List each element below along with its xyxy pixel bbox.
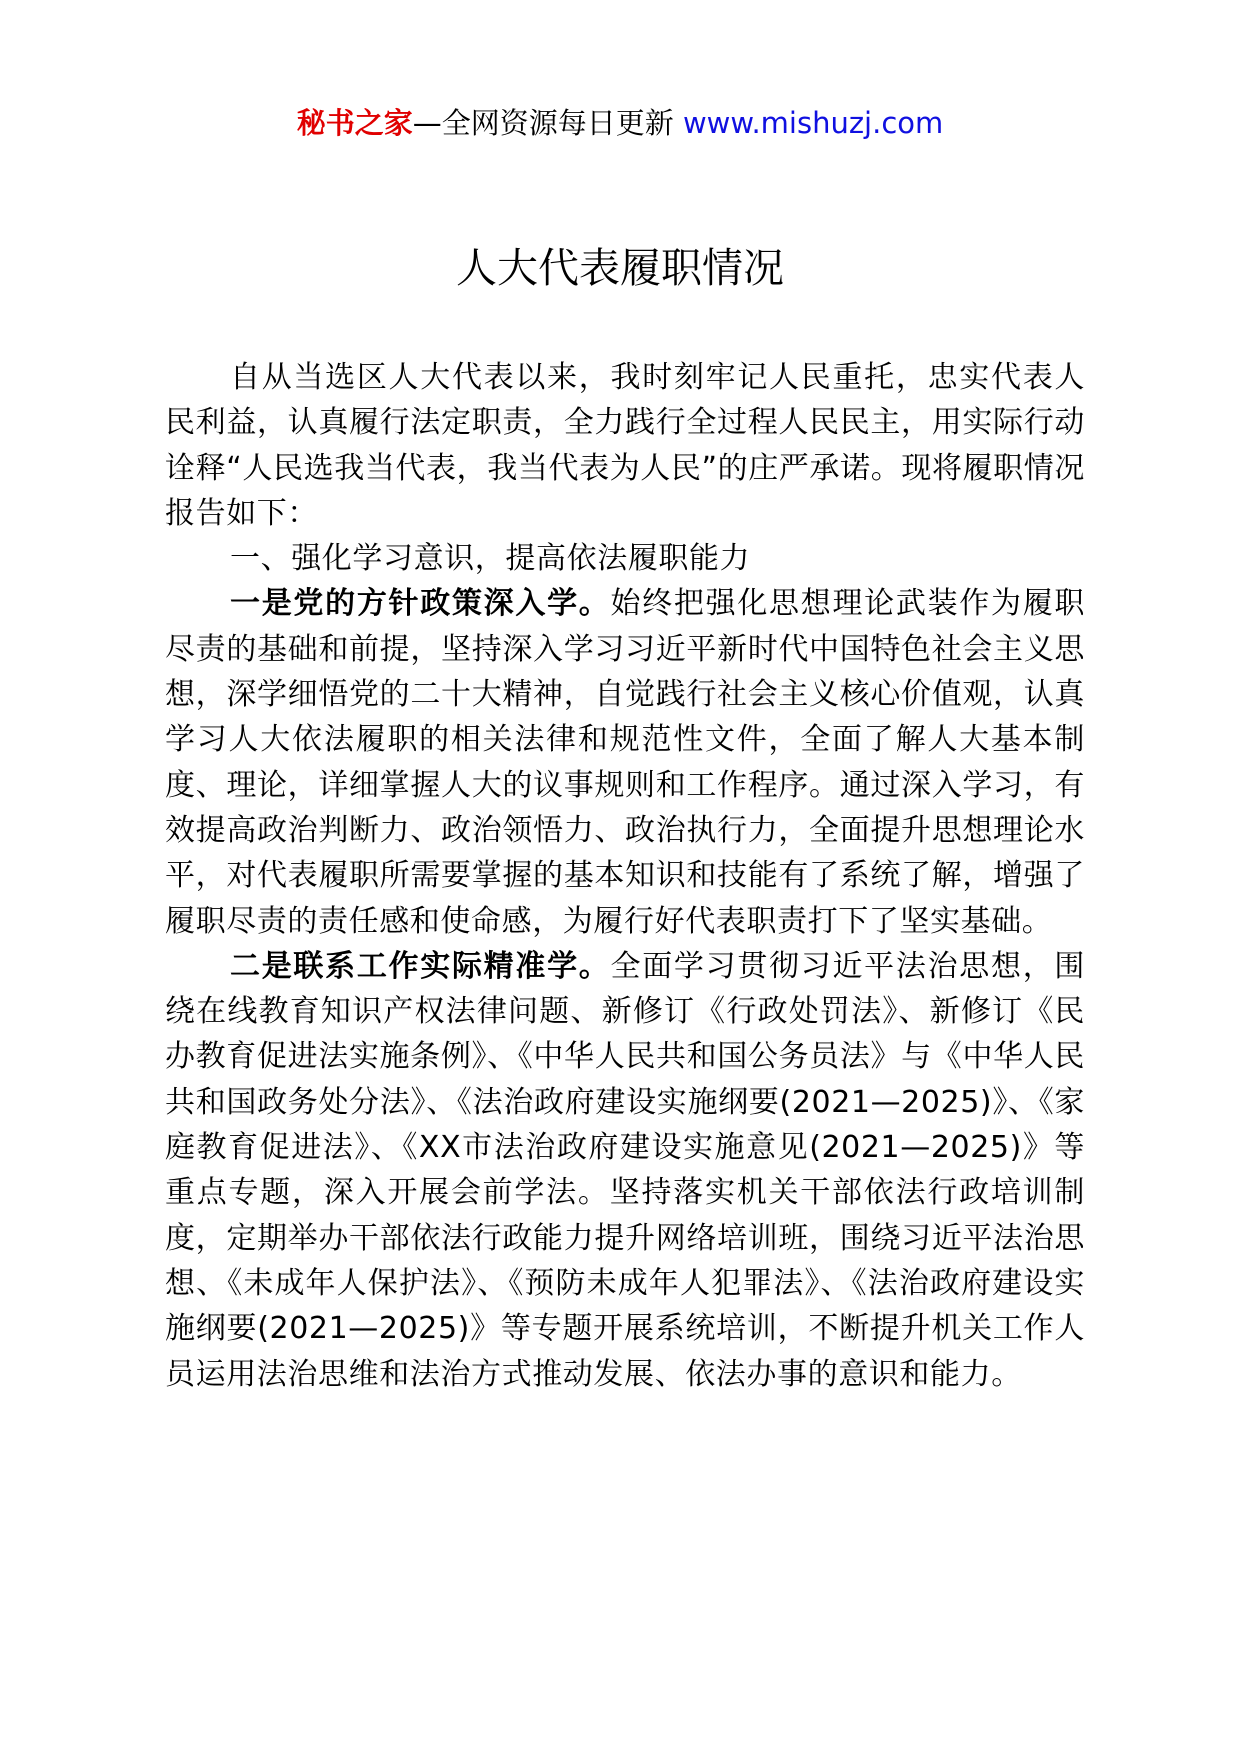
section-heading-text: 一、强化学习意识，提高依法履职能力 bbox=[230, 541, 751, 577]
document-body bbox=[165, 355, 1085, 1397]
header-tagline: —全网资源每日更新 bbox=[412, 106, 674, 140]
paragraph-text: 全面学习贯彻习近平法治思想，围绕在线教育知识产权法律问题、新修订《行政处罚法》、新修订《民办教育促进法实施条例》、《中华人民共和国公务员法》与《中华人民共和国政务处分法》、《法治政府建设实施纲要(2021—2025)》、《家庭教育促进法》、《XX市法治政府建设实施意见(2021—2025)》等重点专题，深入开展会前学法。坚持落实机关干部依法行政培训制度，定期举办干部依法行政能力提升网络培训班，围绕习近平法治思想、《未成年人保护法》、《预防未成年人犯罪法》、《法治政府建设实施纲要(2021—2025)》等专题开展系统培训，不断提升机关工作人员运用法治思维和法治方式推动发展、依法办事的意识和能力。 bbox=[165, 948, 1086, 1392]
section-heading bbox=[165, 536, 1085, 581]
paragraph-text: 自从当选区人大代表以来，我时刻牢记人民重托，忠实代表人民利益，认真履行法定职责，全力践行全过程人民民主，用实际行动诠释“人民选我当代表，我当代表为人民”的庄严承诺。现将履职情况报告如下： bbox=[165, 360, 1085, 531]
intro-paragraph bbox=[165, 355, 1085, 536]
brand-name: 秘书之家 bbox=[296, 106, 413, 140]
paragraph-text: 始终把强化思想理论武装作为履职尽责的基础和前提，坚持深入学习习近平新时代中国特色社会主义思想，深学细悟党的二十大精神，自觉践行社会主义核心价值观，认真学习人大依法履职的相关法律和规范性文件，全面了解人大基本制度、理论，详细掌握人大的议事规则和工作程序。通过深入学习，有效提高政治判断力、政治领悟力、政治执行力，全面提升思想理论水平，对代表履职所需要掌握的基本知识和技能有了系统了解，增强了履职尽责的责任感和使命感，为履行好代表职责打下了坚实基础。 bbox=[165, 586, 1086, 939]
site-url-link[interactable]: www.mishuzj.com bbox=[682, 106, 944, 140]
paragraph-lead: 一是党的方针政策深入学。 bbox=[230, 586, 611, 622]
paragraph-lead: 二是联系工作实际精准学。 bbox=[230, 948, 611, 984]
paragraph-point-one bbox=[165, 581, 1085, 943]
site-header bbox=[0, 101, 1240, 145]
paragraph-point-two bbox=[165, 944, 1085, 1397]
document-title: 人大代表履职情况 bbox=[456, 244, 784, 292]
